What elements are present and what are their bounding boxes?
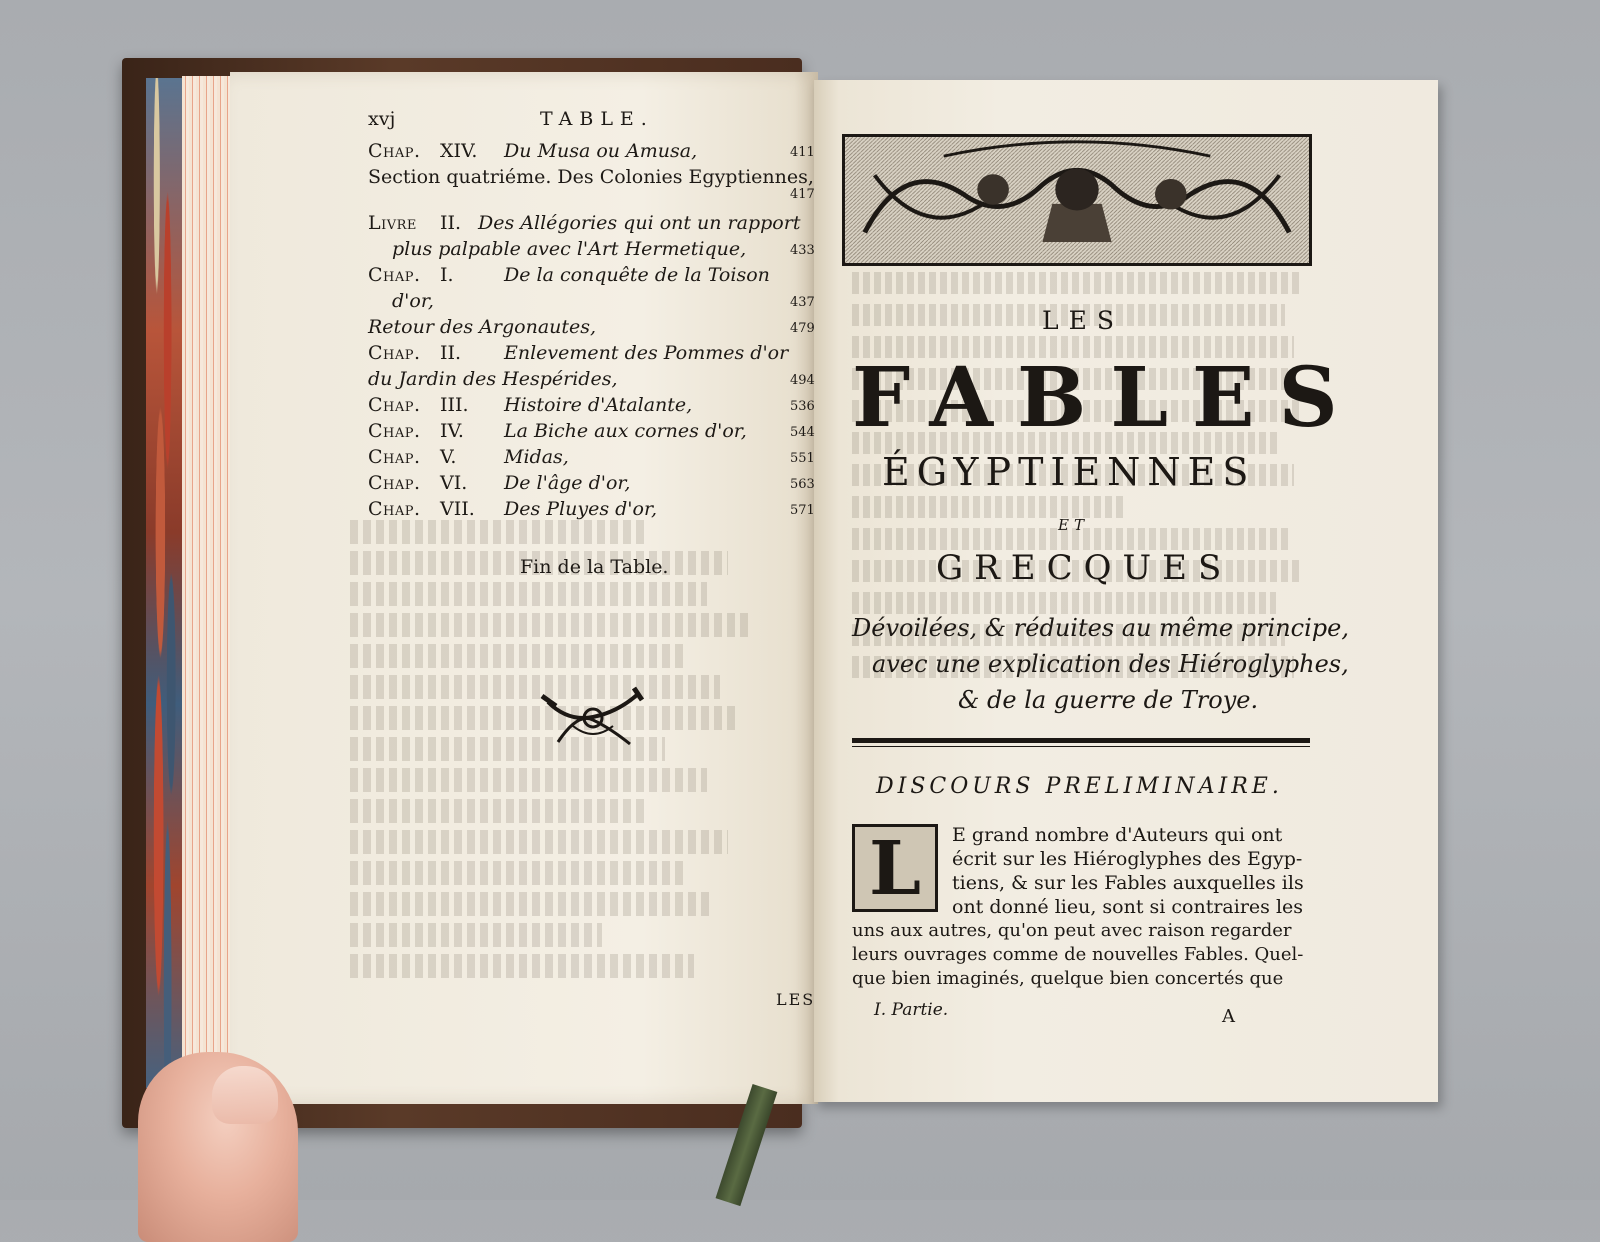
toc-entry: Chap. I. De la conquête de la Toison: [368, 264, 770, 286]
body-line: écrit sur les Hiéroglyphes des Egyp-: [952, 848, 1303, 870]
signature: I. Partie.: [874, 1000, 949, 1020]
toc-entry: Chap. XIV. Du Musa ou Amusa, 411: [368, 140, 815, 162]
left-show-through: [350, 520, 770, 990]
page-number: xvj: [368, 108, 396, 130]
toc-entry: du Jardin des Hespérides, 494: [368, 368, 815, 390]
toc-entry: plus palpable avec l'Art Hermetique, 433: [392, 238, 815, 260]
toc-entry: d'or, 437: [392, 290, 815, 312]
toc-entry: Chap. VII. Des Pluyes d'or, 571: [368, 498, 815, 520]
subtitle-line: avec une explication des Hiéroglyphes,: [872, 650, 1349, 678]
toc-entry: Retour des Argonautes, 479: [368, 316, 815, 338]
toc-entry: Chap. III. Histoire d'Atalante, 536: [368, 394, 815, 416]
drop-cap: L: [852, 824, 938, 912]
title-fables: FABLES: [852, 350, 1362, 446]
body-line: ont donné lieu, sont si contraires les: [952, 896, 1304, 918]
thumbnail-nail: [212, 1066, 278, 1124]
title-egyptiennes: ÉGYPTIENNES: [882, 450, 1256, 494]
title-les: LES: [1042, 306, 1124, 335]
flourish-ornament: [538, 682, 648, 752]
headpiece-ornament: [842, 134, 1312, 266]
body-line: tiens, & sur les Fables auxquelles ils: [952, 872, 1304, 894]
marbled-endpaper: [146, 78, 182, 1088]
body-line: leurs ouvrages comme de nouvelles Fables. Quel-: [852, 944, 1304, 965]
subtitle-line: Dévoilées, & réduites au même principe,: [852, 614, 1349, 642]
end-of-table-text: Fin de la Table.: [520, 556, 669, 578]
toc-entry: Chap. VI. De l'âge d'or, 563: [368, 472, 815, 494]
page-edges: [182, 76, 232, 1104]
table-of-contents: [368, 108, 828, 522]
signature-mark: A: [1222, 1006, 1235, 1027]
toc-entry: Livre II. Des Allégories qui ont un rapport: [368, 212, 801, 234]
title-et: ET: [1058, 516, 1089, 534]
subtitle-line: & de la guerre de Troye.: [958, 686, 1259, 714]
double-rule: [852, 738, 1310, 743]
body-line: uns aux autres, qu'on peut avec raison regarder: [852, 920, 1292, 941]
double-rule-thin: [852, 746, 1310, 747]
title-grecques: GRECQUES: [936, 548, 1233, 588]
toc-entry: Chap. V. Midas, 551: [368, 446, 815, 468]
running-head: TABLE.: [540, 108, 654, 130]
catchword: LES: [776, 990, 816, 1009]
toc-entry: Chap. II. Enlevement des Pommes d'or: [368, 342, 789, 364]
toc-entry: Chap. IV. La Biche aux cornes d'or, 544: [368, 420, 815, 442]
body-line: E grand nombre d'Auteurs qui ont: [952, 824, 1283, 846]
section-heading: DISCOURS PRELIMINAIRE.: [876, 774, 1283, 799]
toc-entry: 417: [790, 187, 815, 202]
body-line: que bien imaginés, quelque bien concertés que: [852, 968, 1284, 989]
toc-entry: Section quatriéme. Des Colonies Egyptiennes,: [368, 166, 814, 188]
